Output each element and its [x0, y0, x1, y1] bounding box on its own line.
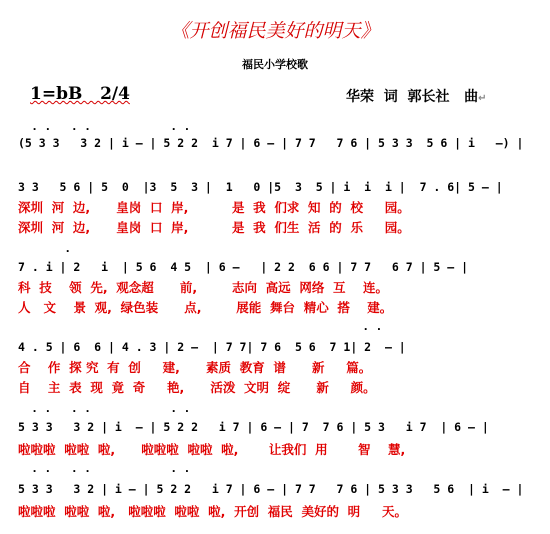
- notation-line: 5 3 3 3 2 | i — | 5 2 2 i 7 | 6 — | 7 7 7 6 | 5 3 3 5 6 | i — |: [18, 482, 524, 496]
- lyric-line: 人 文 景 观, 绿色装 点, 展能 舞台 精心 搭 建。: [18, 300, 393, 315]
- lyric-line: 啦啦啦 啦啦 啦, 啦啦啦 啦啦 啦, 让我们 用 智 慧,: [18, 442, 406, 457]
- notation-line: 3 3 5 6 | 5 0 |3 5 3 | 1 0 |5 3 5 | i i i | 7 . 6| 5 — |: [18, 180, 503, 194]
- lyric-line: 自 主 表 现 竟 奇 艳, 活泼 文明 绽 新 颜。: [18, 380, 376, 395]
- lyric-line: 啦啦啦 啦啦 啦, 啦啦啦 啦啦 啦, 开创 福民 美好的 明 天。: [18, 504, 407, 519]
- return-mark-icon: ↵: [478, 93, 487, 104]
- notation-line: (5 3 3 3 2 | i — | 5 2 2 i 7 | 6 — | 7 7 7 6 | 5 3 3 5 6 | i —) |: [18, 136, 524, 150]
- dots-row: . . . . . .: [18, 120, 191, 133]
- lyric-line: 深圳 河 边, 皇岗 口 岸, 是 我 们生 活 的 乐 园。: [18, 220, 410, 235]
- key-signature-text: 1=bB 2/4: [30, 84, 130, 104]
- key-signature: [30, 84, 130, 104]
- page-title: 《开创福民美好的明天》: [170, 20, 380, 42]
- notation-line: 7 . i | 2 i | 5 6 4 5 | 6 — | 2 2 6 6 | 7 7 6 7 | 5 — |: [18, 260, 469, 274]
- lyric-line: 科 技 领 先, 观念超 前, 志向 高远 网络 互 连。: [18, 280, 388, 295]
- notation-line: 5 3 3 3 2 | i — | 5 2 2 i 7 | 6 — | 7 7 6 | 5 3 i 7 | 6 — |: [18, 420, 489, 434]
- lyric-line: 合 作 探 究 有 创 建, 素质 教育 谱 新 篇。: [18, 360, 372, 375]
- credits: [346, 86, 487, 106]
- lyric-line: 深圳 河 边, 皇岗 口 岸, 是 我 们求 知 的 校 园。: [18, 200, 410, 215]
- dots-row: . . . . . .: [18, 462, 191, 475]
- dots-row: . . . . . .: [18, 402, 191, 415]
- credits-text: 华荣 词 郭长社 曲: [346, 89, 479, 105]
- notation-line: 4 . 5 | 6 6 | 4 . 3 | 2 — | 7 7| 7 6 5 6 7 1| 2 — |: [18, 340, 406, 354]
- dots-row: .: [18, 242, 71, 255]
- page-subtitle: 福民小学校歌: [242, 58, 308, 71]
- dots-row: . .: [18, 320, 383, 333]
